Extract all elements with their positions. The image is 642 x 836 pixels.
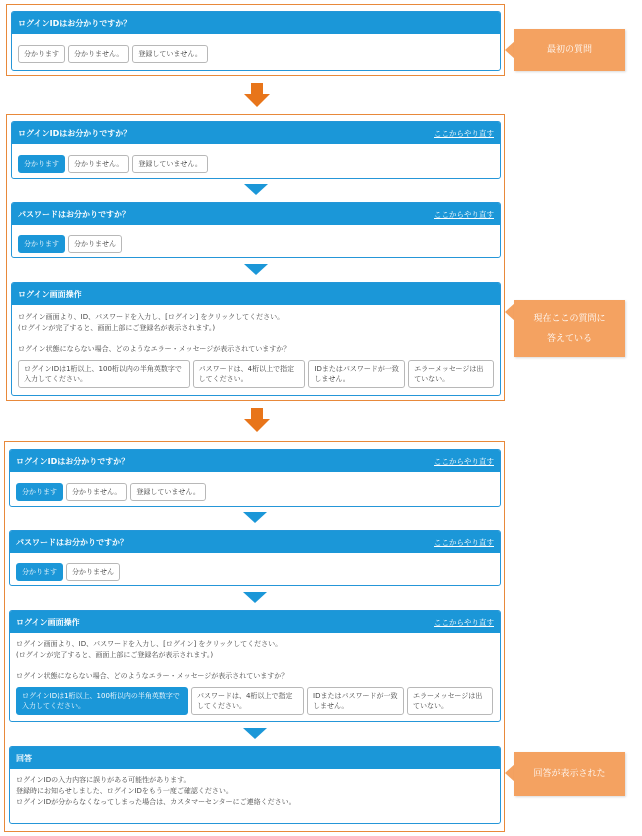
option-dont-know[interactable]: 分かりません。: [66, 483, 127, 501]
option-error-mismatch[interactable]: IDまたはパスワードが一致しません。: [307, 687, 404, 715]
flow-triangle: [244, 184, 268, 195]
option-not-registered[interactable]: 登録していません。: [130, 483, 205, 501]
flow-triangle: [244, 264, 268, 275]
option-error-password-length[interactable]: パスワードは、4桁以上で指定してください。: [191, 687, 304, 715]
option-group: [10, 472, 500, 507]
answer-line: ログインIDが分からなくなってしまった場合は、カスタマーセンターにご連絡ください。: [16, 798, 296, 806]
stage-1-frame: [6, 4, 505, 76]
instruction-line: ログイン画面より、ID、パスワードを入力し、[ログイン] をクリックしてください。: [16, 640, 283, 648]
answer-text: [10, 769, 500, 808]
card-login-id-question: [9, 449, 501, 507]
callout-text: 回答が表示された: [533, 769, 606, 779]
card-login-screen: [11, 282, 501, 396]
instruction-line: (ログインが完了すると、画面上部にご登録名が表示されます。): [18, 324, 216, 332]
option-know[interactable]: 分かります: [18, 45, 65, 63]
callout-current-question: [514, 300, 625, 357]
callout-text: 現在ここの質問に: [533, 313, 606, 324]
card-login-screen: [9, 610, 501, 722]
redo-link[interactable]: ここからやり直す: [434, 209, 494, 219]
stage-3-frame: [4, 441, 505, 832]
option-not-registered[interactable]: 登録していません。: [132, 155, 207, 173]
flow-arrow-down: [244, 408, 270, 433]
option-know-selected[interactable]: 分かります: [18, 235, 65, 253]
question-line: ログイン状態にならない場合、どのようなエラー・メッセージが表示されていますか？: [16, 672, 289, 680]
card-title: 回答: [16, 753, 32, 763]
card-header: [12, 283, 500, 305]
redo-link[interactable]: ここからやり直す: [434, 537, 494, 547]
question-line: ログイン状態にならない場合、どのようなエラー・メッセージが表示されていますか？: [18, 345, 291, 353]
instructions-text: [10, 633, 500, 682]
option-know-selected[interactable]: 分かります: [16, 483, 63, 501]
option-dont-know[interactable]: 分かりません。: [68, 45, 129, 63]
card-title: パスワードはお分かりですか？: [18, 209, 130, 219]
error-option-group: [12, 355, 500, 394]
card-header: [10, 450, 500, 472]
card-password-question: [9, 530, 501, 586]
option-no-error[interactable]: エラーメッセージは出ていない。: [407, 687, 493, 715]
flow-triangle: [243, 728, 267, 739]
option-dont-know[interactable]: 分かりません。: [68, 155, 129, 173]
callout-answer-shown: [514, 752, 625, 796]
option-error-mismatch[interactable]: IDまたはパスワードが一致しません。: [308, 360, 405, 388]
card-header: [12, 122, 500, 144]
answer-line: ログインIDの入力内容に誤りがある可能性があります。: [16, 776, 191, 784]
option-error-password-length[interactable]: パスワードは、4桁以上で指定してください。: [193, 360, 306, 388]
card-title: ログイン画面操作: [18, 289, 82, 299]
instruction-line: (ログインが完了すると、画面上部にご登録名が表示されます。): [16, 651, 214, 659]
card-login-id-question: [11, 121, 501, 179]
option-error-id-format-selected[interactable]: ログインIDは1桁以上、100桁以内の半角英数字で入力してください。: [16, 687, 188, 715]
redo-link[interactable]: ここからやり直す: [434, 617, 494, 627]
card-header: [12, 12, 500, 34]
callout-text: 答えている: [546, 333, 592, 344]
card-login-id-question: [11, 11, 501, 71]
option-group: [12, 225, 500, 258]
option-group: [12, 34, 500, 69]
card-title: パスワードはお分かりですか？: [16, 537, 128, 547]
flow-arrow-down: [244, 83, 270, 108]
option-group: [10, 553, 500, 586]
option-not-registered[interactable]: 登録していません。: [132, 45, 207, 63]
card-header: [10, 747, 500, 769]
card-title: ログインIDはお分かりですか？: [16, 456, 130, 466]
callout-first-question: [514, 29, 625, 71]
redo-link[interactable]: ここからやり直す: [434, 456, 494, 466]
flow-triangle: [243, 512, 267, 523]
card-header: [10, 531, 500, 553]
option-group: [12, 144, 500, 179]
option-know-selected[interactable]: 分かります: [16, 563, 63, 581]
option-dont-know[interactable]: 分かりません: [66, 563, 120, 581]
instructions-text: [12, 305, 500, 355]
card-title: ログインIDはお分かりですか？: [18, 128, 132, 138]
callout-text: 最初の質問: [546, 45, 592, 55]
option-error-id-format[interactable]: ログインIDは1桁以上、100桁以内の半角英数字で入力してください。: [18, 360, 190, 388]
option-dont-know[interactable]: 分かりません: [68, 235, 122, 253]
flow-triangle: [243, 592, 267, 603]
stage-2-frame: [6, 114, 505, 401]
instruction-line: ログイン画面より、ID、パスワードを入力し、[ログイン] をクリックしてください。: [18, 313, 285, 321]
error-option-group: [10, 682, 500, 721]
redo-link[interactable]: ここからやり直す: [434, 128, 494, 138]
card-header: [12, 203, 500, 225]
card-title: ログインIDはお分かりですか？: [18, 18, 132, 28]
answer-line: 登録時にお知らせしました、ログインIDをもう一度ご確認ください。: [16, 787, 233, 795]
card-answer: [9, 746, 501, 824]
option-no-error[interactable]: エラーメッセージは出ていない。: [408, 360, 494, 388]
option-know-selected[interactable]: 分かります: [18, 155, 65, 173]
card-title: ログイン画面操作: [16, 617, 80, 627]
card-header: [10, 611, 500, 633]
card-password-question: [11, 202, 501, 258]
